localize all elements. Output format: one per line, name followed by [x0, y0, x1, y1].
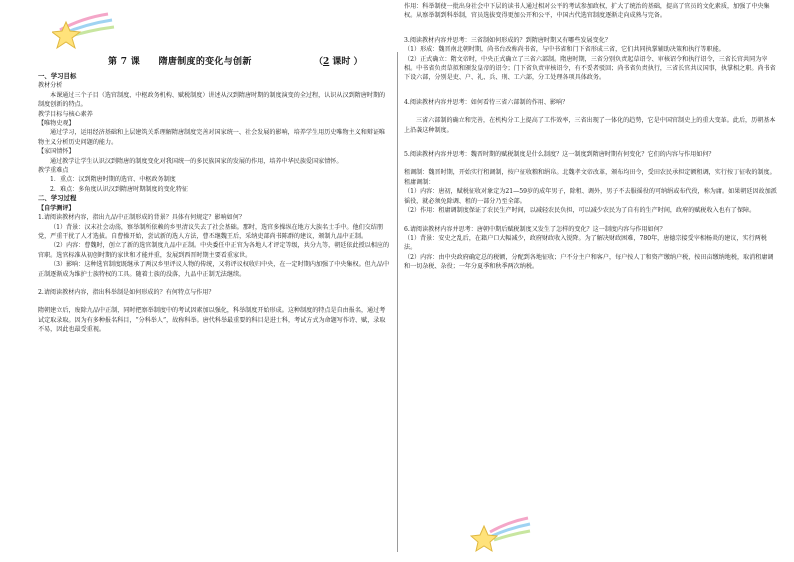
section-heading: 二、学习过程	[38, 194, 77, 203]
question: 2.请阅读教材内容，指出科举制是如何形成的？有何特点与作用？	[38, 288, 215, 296]
question: 3.阅读教材内容并思考：三省制如何形成的？到隋唐时期又有哪些发展变化？	[404, 36, 611, 44]
hours-number: 2	[323, 57, 330, 67]
question: 4.阅读教材内容并思考：如何看待三省六部制的作用、影响？	[404, 98, 569, 106]
right-column	[404, 2, 778, 272]
class-hours: （2 课时 ）	[314, 57, 363, 67]
question: 5.阅读教材内容并思考：魏晋时期的赋税制度是什么制度？这一制度到隋唐时期有何变化？它们的内容与作用如何？	[404, 151, 715, 159]
tag-label: 【自学测评】	[38, 204, 75, 212]
question: 1.请阅读教材内容，指出九品中正制形成的背景？具体有何规定？影响如何？	[38, 214, 245, 222]
paragraph: 通过教学让学生认识汉到隋唐的制度变化对我国统一的多民族国家的发展的作用，培养中华民族爱国家情怀。	[50, 157, 343, 165]
section-heading: 一、学习目标	[38, 72, 77, 80]
answer: （1）背景：安史之乱后，在籍户口大幅减少，政府财政收入锐降。为了解决财政困难，780年，唐德宗接受宰相杨炎的建议，实行两税法。	[404, 234, 767, 252]
answer: 作用：科举制使一批出身社会中下层的读书人通过相对公平的考试参加政权，扩大了统治的基础，提高了官员的文化素质，加强了中央集权。从察举制到科举制，官员选拔变得更加公开和公平，中国古代选官制度逐渐走向成熟与完备。	[404, 3, 770, 20]
question: 6.请阅读教材内容并思考：唐朝中期后赋税制度又发生了怎样的变化？这一制度内容与作用如何？	[404, 225, 666, 233]
answer: （2）正式确立：隋文帝时，中央正式确立了三省六部制。隋唐时期，三省分别负责起草诏令、审核诏令和执行诏令，三省长官共同为宰相。中书省负责草拟和颁发皇帝的诏令；门下省负责审核诏令，有不妥者驳回；尚书省负责执行，三省长官共议国事，执掌相之职。尚书省下设六部，分别是吏、户、礼、兵、刑、工六部，分工处理各项具体政务。	[404, 55, 776, 82]
answer: （2）内容：由中央政府确定总的税额，分配到各地征收；户不分主户和客户，每户按人丁和资产缴纳户税，按田亩缴纳地税，取消租庸调和一切杂税、杂役；一年分夏季和秋季两次纳税。	[404, 253, 774, 271]
tag-label: 【唯物史观】	[38, 120, 75, 128]
answer: （2）内容：曹魏时，创立了新的选官制度九品中正制。中央委任中正官为各地人才评定等级，共分九等，朝廷依此授以相应的官职。选官标准从初创时期的家世和才能并重，发展到西晋时期主要看重家世。	[38, 242, 390, 259]
answer: （3）影响：这种选官制度既继承了两汉乡里评议人物的传统，又将评议权收归中央，在一定时期内加强了中央集权。但九品中正制逐渐成为维护士族特权的工具。随着士族的没落，九品中正制无法继续。	[38, 261, 390, 278]
title-row	[38, 56, 390, 70]
subheading: 教学重难点	[38, 167, 69, 175]
answer: （1）背景：汉末社会动荡，察举制所依赖的乡里清议失去了社会基础。那时，选官多操纵在地方大族名士手中。他们交结朋党，严重干扰了人才选拔。自曹操开始，尝试新的选人方法，曹丕继魏王后，采纳吏部尚书陈群的建议，颁制九品中正制。	[38, 223, 383, 240]
list-item: 2．难点：多角度认识汉到隋唐时期制度的变化特征	[50, 185, 188, 193]
answer: 隋朝建立后，废除九品中正制，同时把察举制度中的考试因素加以强化，科举制度开始形成。这种制度的特点是自由报名，通过考试定取录取。因为有多种报名科目，“分科举人”，故称科举。唐代科举最重要的科目是进士科，考试方式为命题写作诗、赋，录取不易，因此也最受重视。	[38, 307, 386, 334]
shooting-star-icon	[470, 514, 532, 554]
subheading: 教学目标与核心素养	[38, 110, 93, 118]
answer: 三省六部制的确立和完善，在机构分工上提高了工作效率，三省出现了一体化的趋势，它是中国官制史上的重大变革。此后，历朝基本上沿袭这种制度。	[404, 117, 776, 134]
answer: 租调制：魏晋时期，开始实行租调制，按户征收粮和绢帛。北魏孝文帝改革，颁布均田令，受田农民承担定额租调，实行按丁征收的制度。	[404, 169, 776, 177]
column-divider	[397, 52, 398, 552]
tag-label: 【家国情怀】	[38, 148, 75, 156]
list-item: 1．重点：汉到隋唐时期的选官、中枢政务制度	[50, 176, 176, 184]
shooting-star-icon	[52, 8, 132, 50]
page-title: 第 7 课 隋唐制度的变化与创新	[108, 57, 252, 67]
answer: （1）内容：唐初，赋税征收对象定为21—59岁的成年男子，除租、调外，男子不去服徭役的可纳绢或布代役，称为庸。如果朝廷因故加派徭役，就必须免除调、租的一部分乃至全部。	[404, 188, 777, 205]
left-column	[38, 56, 390, 335]
paragraph: 本课通过三个子目（选官制度、中枢政务机构、赋税制度）讲述从汉到隋唐时期的制度演变的全过程，认识从汉到隋唐时期的制度创新的特点。	[38, 91, 386, 109]
answer: （2）作用：租庸调制度保证了农民生产时间，以减轻农民负担，可以减少农民为了自有的生产时间，政府的赋税收入也有了保障。	[404, 207, 756, 215]
answer: （1）形成：魏晋南北朝时期，尚书台改称尚书省，与中书省和门下省形成三省，它们共同执掌辅助决策和执行等职能。	[404, 46, 725, 54]
answer: 租庸调制：	[404, 178, 435, 186]
paragraph: 通过学习，运用经济基础和上层建筑关系理解隋唐制度完善对国家统一、社会发展的影响，培养学生用历史唯物主义和辩证唯物主义分析历史问题的能力。	[38, 129, 386, 146]
subheading: 教材分析	[38, 82, 63, 90]
